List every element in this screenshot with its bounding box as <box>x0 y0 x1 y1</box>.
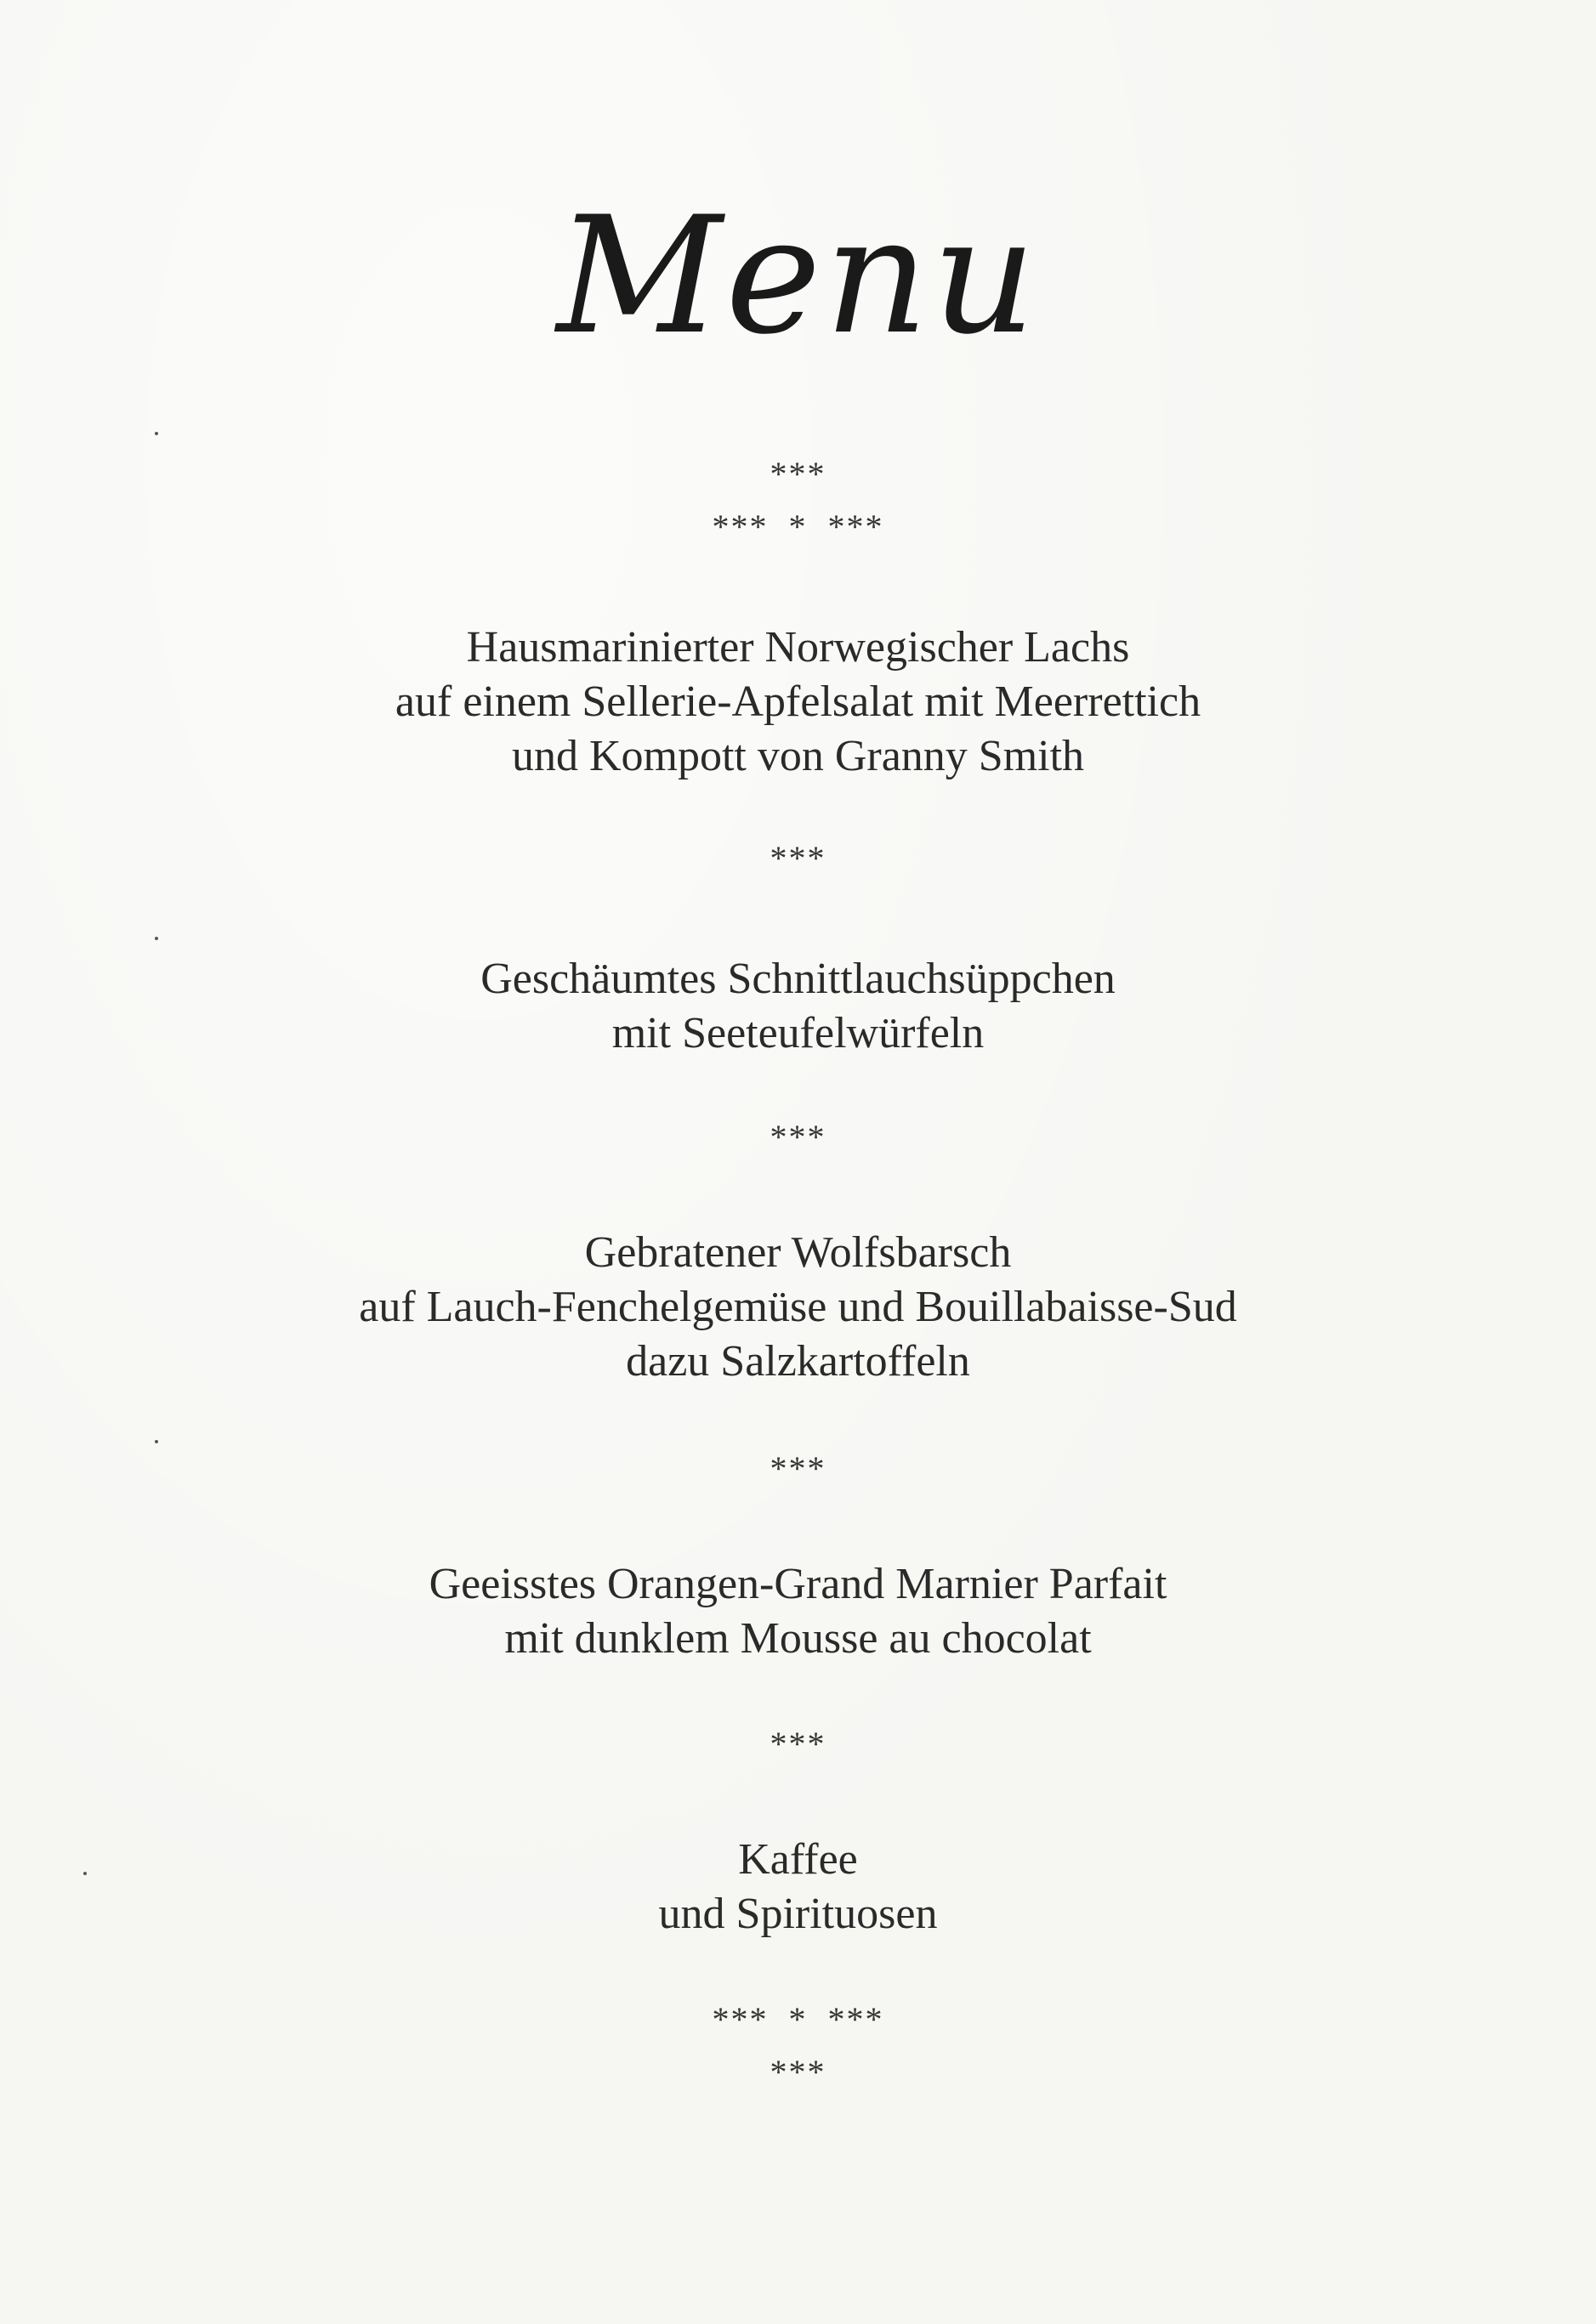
course-3-line-1: Gebratener Wolfsbarsch <box>584 1228 1012 1277</box>
course-4-line-1: Geeisstes Orangen-Grand Marnier Parfait <box>429 1560 1167 1608</box>
separator-bottom-2: *** <box>770 2053 826 2091</box>
course-3-line-2: auf Lauch-Fenchelgemüse und Bouillabaisse-Sud <box>359 1283 1237 1331</box>
paper-speck <box>155 1440 158 1443</box>
separator-top-1: *** <box>770 455 826 493</box>
separator-4: *** <box>770 1725 826 1763</box>
separator-bottom-1: *** * *** <box>712 2000 884 2038</box>
course-2-line-2: mit Seeteufelwürfeln <box>611 1009 985 1057</box>
paper-speck <box>83 1872 87 1875</box>
menu-title: Menu <box>556 182 1040 370</box>
paper-speck <box>155 432 158 435</box>
course-1-line-2: auf einem Sellerie-Apfelsalat mit Meerrettich <box>395 677 1201 726</box>
separator-2: *** <box>770 1118 826 1156</box>
course-3-line-3: dazu Salzkartoffeln <box>626 1337 970 1386</box>
separator-1: *** <box>770 839 826 877</box>
course-1-line-3: und Kompott von Granny Smith <box>511 732 1085 780</box>
course-4-line-2: mit dunklem Mousse au chocolat <box>504 1614 1092 1663</box>
course-5-line-2: und Spirituosen <box>658 1890 938 1938</box>
course-2-line-1: Geschäumtes Schnittlauchsüppchen <box>480 955 1116 1003</box>
separator-top-2: *** * *** <box>712 507 884 546</box>
course-1-line-1: Hausmarinierter Norwegischer Lachs <box>466 623 1130 672</box>
course-5-line-1: Kaffee <box>738 1835 858 1884</box>
paper-speck <box>155 937 158 940</box>
separator-3: *** <box>770 1449 826 1488</box>
